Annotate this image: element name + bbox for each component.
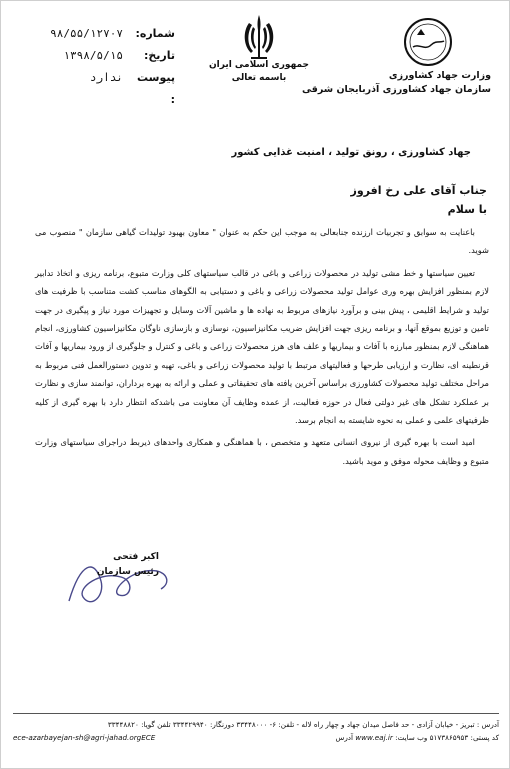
number-row (15, 23, 175, 45)
reference-block (15, 23, 175, 111)
number-value: ۹۸/۵۵/۱۲۷۰۷ (50, 27, 123, 40)
basmala-line: باسمه تعالی (231, 73, 287, 83)
organization-name: سازمان جهاد کشاورزی آذربایجان شرقی (302, 84, 491, 95)
number-label: شماره: (135, 27, 175, 40)
slogan: جهاد کشاورزی ، رونق تولید ، امنیت غذایی کشور (231, 147, 471, 158)
signatory-name: اکبر فتحی (113, 552, 159, 562)
footer-postal: کد پستی: ۵۱۷۳۸۶۵۹۵۳ وب سایت: (395, 733, 499, 742)
letter-body (35, 223, 489, 470)
body-paragraph-duties: تعیین سیاستها و خط مشی تولید در محصولات زراعی و باغی در قالب سیاستهای کلی وزارت متبوع، برنامه ریزی و اتخاذ تدابیر لازم بمنظور افزایش بهره وری عوامل تولید محصولات زراعی و باغی و دستیابی به الگوهای مناسب کشت متناسب با ظرفیت های تولید و شرایط اقلیمی ، پیش بینی و برآورد نیازهای مربوط به نهاده ها و ماشین آلات وسایل و تجهیزات مورد نیاز و پیگیری در جهت تامین و توزیع بموقع آنها، و برنامه ریزی جهت افزایش ضریب مکانیزاسیون، نوسازی و بازسازی ناوگان مکانیزاسیون کشاورزی، انجام هماهنگی لازم بمنظور مبارزه با آفات و بیماریها و علف های هرز محصولات زراعی و باغی و کنترل و جلوگیری از ورود بیماریها و آفات قرنطینه ای، نظارت و ارزیابی طرحها و فعالیتهای مرتبط با تولید محصولات زراعی و باغی، تهیه و تدوین دستورالعمل فنی مربوط به مراحل مختلف تولید محصولات کشاورزی براساس آخرین یافته های تحقیقاتی و عملی و ارائه به بهره برداران، توانمند سازی و نظارت بر عملکرد تشکل های غیر دولتی فعال در حوزه فعالیت، از عمده وظایف آن معاونت می باشدکه انتظار دارد با بهره گیری از کلیه ظرفیتهای علمی و عملی به نحوه شایسته به انجام برسد. (35, 267, 489, 426)
footer-website-link[interactable]: www.eaj.ir (355, 733, 393, 742)
republic-name: جمهوری اسلامی ایران (208, 60, 310, 70)
footer-email-link[interactable]: ece-azarbayejan-sh@agri-jahad.orgECE (13, 733, 156, 742)
greeting: با سلام (447, 203, 487, 216)
footer-contact-row (13, 731, 499, 744)
date-label: تاریخ: (143, 49, 175, 62)
addressee-name: جناب آقای علی رخ افروز (350, 184, 487, 197)
body-paragraph-appointment: باعنایت به سوابق و تجربیات ارزنده جنابعالی به موجب این حکم به عنوان " معاون بهبود تولیدات گیاهی سازمان " منصوب می شوید. (35, 227, 489, 256)
signatory-title: رئیس سازمان (96, 567, 159, 577)
footer-address-label: آدرس (335, 733, 353, 742)
letter-footer (13, 713, 499, 744)
footer-contact-fa (336, 731, 499, 744)
date-row (15, 45, 175, 67)
footer-address: آدرس : تبریز - خیابان آزادی - حد فاصل میدان جهاد و چهار راه لاله - تلفن: ۶- ۳۳۴۴۸۰۰۰ دورنگار: ۳۳۴۴۲۹۹۴۰ تلفن گویا: ۳۳۴۴۸۸۲۰ (107, 720, 499, 729)
signatory (79, 550, 159, 580)
jihad-agriculture-logo-icon (403, 17, 453, 67)
organization-heading (291, 69, 491, 97)
date-value: ۱۳۹۸/۵/۱۵ (63, 49, 123, 62)
attachment-label: پیوست : (137, 71, 175, 106)
national-emblem-icon (237, 13, 281, 65)
body-paragraph-closing: امید است با بهره گیری از نیروی انسانی متعهد و متخصص ، با هماهنگی و همکاری واحدهای ذیربط دراجرای سیاستهای وزارت متبوع و وظایف محوله موفق و موید باشید. (35, 437, 489, 466)
attachment-value: ندارد (89, 71, 123, 84)
addressee-block (187, 181, 487, 219)
ministry-name: وزارت جهاد کشاورزی (388, 70, 491, 81)
attachment-row (15, 67, 175, 111)
